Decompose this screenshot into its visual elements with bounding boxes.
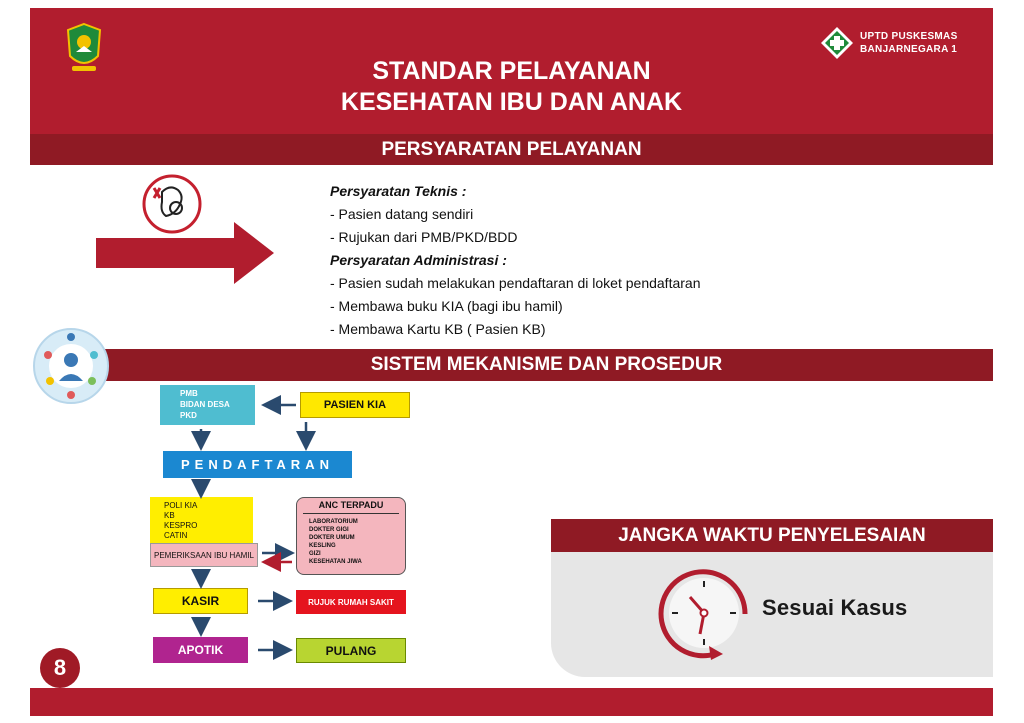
apotik-box: APOTIK — [153, 637, 248, 663]
list-item: - Membawa Kartu KB ( Pasien KB) — [330, 321, 546, 337]
puskesmas-brand — [820, 26, 958, 60]
anc-item: KESEHATAN JIWA — [309, 559, 362, 565]
title-line-2: KESEHATAN IBU DAN ANAK — [340, 88, 683, 116]
anc-item: LABORATORIUM — [309, 519, 358, 525]
pendaftaran-box: PENDAFTARAN — [163, 451, 352, 478]
anc-item: KESLING — [309, 543, 336, 549]
page-number: 8 — [40, 648, 80, 688]
jangka-waktu-value: Sesuai Kasus — [762, 595, 908, 620]
puskesmas-logo-icon — [820, 26, 854, 60]
pmb-line: PMB — [180, 389, 198, 398]
brand-line-1: UPTD PUSKESMAS — [860, 31, 958, 42]
header-banner — [30, 8, 993, 134]
list-item: - Rujukan dari PMB/PKD/BDD — [330, 229, 518, 245]
administrasi-heading: Persyaratan Administrasi : — [330, 252, 507, 268]
pmb-line: BIDAN DESA — [180, 400, 230, 409]
page-title — [30, 56, 993, 118]
sistem-band: SISTEM MEKANISME DAN PROSEDUR — [100, 349, 993, 381]
clock-icon — [657, 566, 751, 660]
pulang-box: PULANG — [296, 638, 406, 663]
pmb-line: PKD — [180, 411, 197, 420]
anc-item: DOKTER UMUM — [309, 535, 355, 541]
anc-terpadu-box — [296, 497, 406, 575]
anc-item: DOKTER GIGI — [309, 527, 349, 533]
pmb-box — [160, 385, 255, 425]
poli-line: KB — [164, 511, 175, 520]
teknis-heading: Persyaratan Teknis : — [330, 183, 467, 199]
pasien-kia-box: PASIEN KIA — [300, 392, 410, 418]
persyaratan-band: PERSYARATAN PELAYANAN — [30, 134, 993, 165]
big-red-arrow — [96, 222, 276, 284]
poli-kia-box — [150, 497, 253, 545]
kasir-box: KASIR — [153, 588, 248, 614]
poli-line: KESPRO — [164, 521, 198, 530]
list-item: - Pasien datang sendiri — [330, 206, 474, 222]
footer-bar — [30, 688, 993, 716]
requirements-list — [330, 180, 700, 341]
pemeriksaan-ibu-hamil-box: PEMERIKSAAN IBU HAMIL — [150, 543, 258, 567]
list-item: - Membawa buku KIA (bagi ibu hamil) — [330, 298, 563, 314]
rujuk-rumah-sakit-box: RUJUK RUMAH SAKIT — [296, 590, 406, 614]
list-item: - Pasien sudah melakukan pendaftaran di loket pendaftaran — [330, 275, 701, 291]
poli-line: POLI KIA — [164, 501, 198, 510]
anc-list — [297, 514, 405, 566]
title-line-1: STANDAR PELAYANAN — [372, 57, 651, 85]
anc-title: ANC TERPADU — [303, 500, 399, 514]
medical-staff-icon — [32, 327, 110, 405]
poli-line: CATIN — [164, 531, 188, 540]
jangka-waktu-band: JANGKA WAKTU PENYELESAIAN — [551, 519, 993, 552]
brand-line-2: BANJARNEGARA 1 — [860, 44, 958, 55]
anc-item: GIZI — [309, 551, 321, 557]
